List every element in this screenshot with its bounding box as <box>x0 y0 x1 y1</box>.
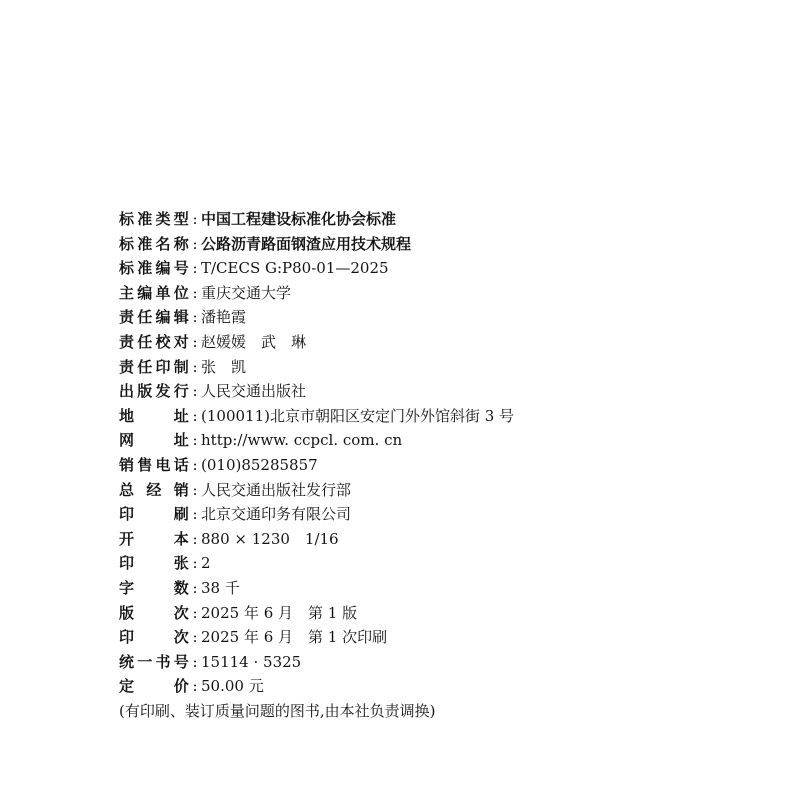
row-value: 重庆交通大学 <box>201 283 292 302</box>
row-label: 印 次 <box>119 628 189 647</box>
row-impression <box>119 626 759 651</box>
row-label: 标准编号 <box>119 259 189 278</box>
row-value: 北京交通印务有限公司 <box>201 505 352 524</box>
row-edition <box>119 602 759 627</box>
row-separator: : <box>192 382 198 401</box>
row-standard-type <box>119 208 759 233</box>
row-value: http://www. ccpcl. com. cn <box>201 431 403 450</box>
row-value: 2025 年 6 月 第 1 版 <box>201 603 358 622</box>
row-value: T/CECS G:P80-01—2025 <box>201 259 389 278</box>
row-value: 50.00 元 <box>201 677 264 696</box>
row-label: 标准名称 <box>119 234 189 253</box>
row-general-distributor <box>119 479 759 504</box>
row-proofreader <box>119 331 759 356</box>
row-label: 网 址 <box>119 431 189 450</box>
row-publisher <box>119 380 759 405</box>
quality-note: (有印刷、装订质量问题的图书,由本社负责调换) <box>119 701 436 720</box>
row-label: 责任印制 <box>119 357 189 376</box>
row-format <box>119 528 759 553</box>
row-value: 公路沥青路面钢渣应用技术规程 <box>201 234 412 253</box>
row-print-supervisor <box>119 356 759 381</box>
row-label: 出版发行 <box>119 382 189 401</box>
row-responsible-editor <box>119 306 759 331</box>
row-separator: : <box>192 529 198 548</box>
row-address <box>119 405 759 430</box>
row-separator: : <box>192 431 198 450</box>
row-separator: : <box>192 259 198 278</box>
row-value: (100011)北京市朝阳区安定门外外馆斜街 3 号 <box>201 406 515 425</box>
row-label: 定 价 <box>119 677 189 696</box>
row-separator: : <box>192 480 198 499</box>
row-value: 15114 · 5325 <box>201 652 302 671</box>
row-separator: : <box>192 234 198 253</box>
row-value: 人民交通出版社 <box>201 382 307 401</box>
row-book-number <box>119 651 759 676</box>
row-separator: : <box>192 554 198 573</box>
row-label: 开 本 <box>119 529 189 548</box>
row-value: 38 千 <box>201 578 240 597</box>
row-label: 统一书号 <box>119 652 189 671</box>
row-separator: : <box>192 283 198 302</box>
row-separator: : <box>192 505 198 524</box>
row-value: 张 凯 <box>201 357 247 376</box>
row-value: 人民交通出版社发行部 <box>201 480 352 499</box>
row-standard-name <box>119 233 759 258</box>
colophon-block <box>119 208 759 724</box>
row-separator: : <box>192 308 198 327</box>
row-website <box>119 429 759 454</box>
row-value: (010)85285857 <box>201 455 318 474</box>
row-value: 880 × 1230 1/16 <box>201 529 339 548</box>
row-chief-editor-unit <box>119 282 759 307</box>
row-value: 中国工程建设标准化协会标准 <box>201 210 397 228</box>
row-printer <box>119 503 759 528</box>
row-label: 字 数 <box>119 578 189 597</box>
row-value: 2025 年 6 月 第 1 次印刷 <box>201 628 388 647</box>
row-price <box>119 675 759 700</box>
row-sales-phone <box>119 454 759 479</box>
row-label: 标准类型 <box>119 210 189 228</box>
row-value: 2 <box>201 554 211 573</box>
row-separator: : <box>192 332 198 351</box>
row-separator: : <box>192 677 198 696</box>
row-separator: : <box>192 652 198 671</box>
row-separator: : <box>192 628 198 647</box>
row-label: 总经销 <box>119 480 189 499</box>
row-printed-sheets <box>119 552 759 577</box>
row-label: 版 次 <box>119 603 189 622</box>
row-separator: : <box>192 210 198 228</box>
row-label: 销售电话 <box>119 455 189 474</box>
row-label: 责任校对 <box>119 332 189 351</box>
row-label: 印 张 <box>119 554 189 573</box>
row-label: 主编单位 <box>119 283 189 302</box>
row-separator: : <box>192 406 198 425</box>
row-separator: : <box>192 357 198 376</box>
row-word-count <box>119 577 759 602</box>
row-separator: : <box>192 603 198 622</box>
row-separator: : <box>192 455 198 474</box>
row-label: 责任编辑 <box>119 308 189 327</box>
row-label: 印 刷 <box>119 505 189 524</box>
row-value: 潘艳霞 <box>201 308 247 327</box>
row-standard-number <box>119 257 759 282</box>
row-value: 赵媛媛 武 琳 <box>201 332 307 351</box>
row-label: 地 址 <box>119 406 189 425</box>
row-separator: : <box>192 578 198 597</box>
